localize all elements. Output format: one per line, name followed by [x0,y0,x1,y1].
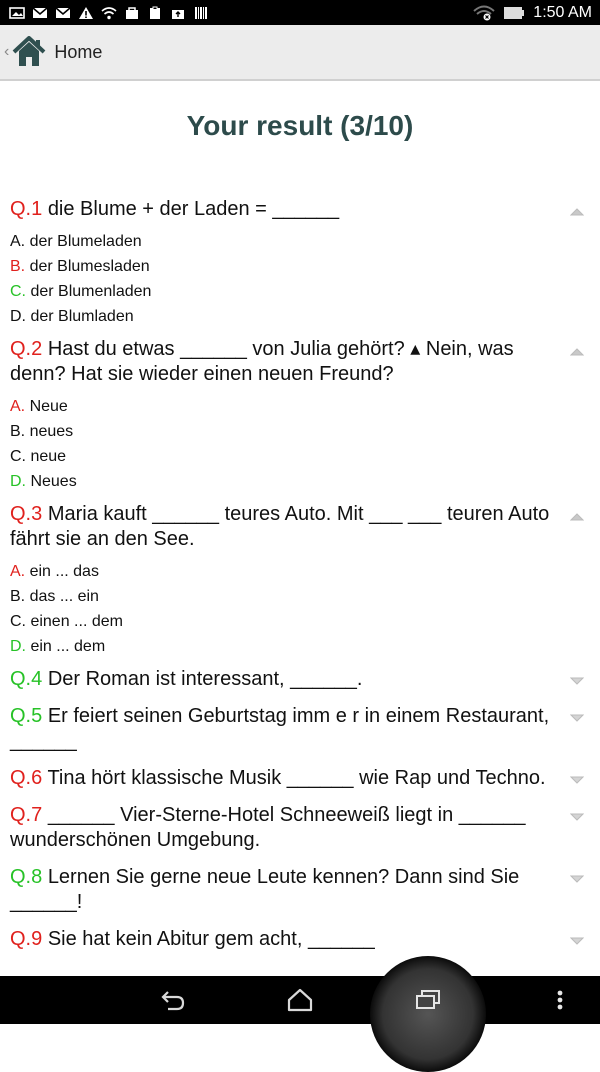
option-text: der Blumesladen [29,258,150,275]
chevron-up-icon[interactable] [570,512,584,521]
question-text[interactable] [10,197,572,222]
recents-icon [414,989,442,1011]
system-icons [473,4,600,22]
chevron-down-icon[interactable] [570,776,584,785]
answer-option [10,304,572,329]
answer-option [10,444,572,469]
answer-option [10,634,572,659]
option-letter: C. [10,613,26,630]
option-text: einen ... dem [30,613,123,630]
menu-icon [557,990,563,1010]
option-letter: A. [10,233,26,250]
question-number: Q.2 [10,338,43,360]
question-item[interactable] [0,197,600,329]
answer-option [10,254,572,279]
menu-button[interactable] [548,976,572,1024]
answer-option [10,609,572,634]
option-letter: D. [10,473,26,490]
question-body: Tina hört klassische Musik ______ wie Rap und Techno. [47,767,546,789]
question-number: Q.5 [10,705,43,727]
image-icon [9,6,25,20]
option-text: der Blumeladen [29,233,142,250]
bag-icon [124,6,140,20]
question-number: Q.1 [10,198,43,220]
option-letter: A. [10,563,26,580]
question-list [0,197,600,964]
question-body: Er feiert seinen Geburtstag imm e r in einem Restaurant, ______ [10,705,550,752]
clipboard-icon [147,6,163,20]
question-body: die Blume + der Laden = ______ [47,198,340,220]
back-button[interactable] [150,976,196,1024]
option-letter: D. [10,308,26,325]
option-letter: B. [10,423,26,440]
question-text[interactable] [10,337,572,387]
question-item[interactable] [0,502,600,659]
question-body: Der Roman ist interessant, ______. [47,668,363,690]
question-text[interactable] [10,865,572,915]
gmail-icon [55,6,71,20]
chevron-up-icon[interactable] [570,347,584,356]
question-item[interactable] [0,704,600,754]
page-title: Your result (3/10) [186,110,414,141]
chevron-down-icon[interactable] [570,714,584,723]
answer-option [10,419,572,444]
chevron-down-icon[interactable] [570,875,584,884]
chevron-down-icon[interactable] [570,813,584,822]
question-number: Q.9 [10,928,43,950]
question-number: Q.6 [10,767,43,789]
question-item[interactable] [0,337,600,494]
answer-option [10,469,572,494]
question-body: Lernen Sie gerne neue Leute kennen? Dann sind Sie ______! [10,866,520,913]
answer-options [10,394,572,494]
option-letter: C. [10,283,26,300]
answer-options [10,559,572,659]
option-text: Neues [30,473,77,490]
answer-option [10,229,572,254]
question-number: Q.8 [10,866,43,888]
question-text[interactable] [10,667,572,692]
question-body: Sie hat kein Abitur gem acht, ______ [47,928,375,950]
option-text: ein ... das [29,563,99,580]
answer-option [10,394,572,419]
question-body: Maria kauft ______ teures Auto. Mit ___ ___ teuren Auto fährt sie an den See. [10,503,550,550]
chevron-down-icon[interactable] [570,937,584,946]
option-text: neue [30,448,67,465]
question-item[interactable] [0,766,600,791]
notification-icons [0,6,209,20]
question-number: Q.3 [10,503,43,525]
clock: 1:50 AM [533,3,592,21]
answer-option [10,279,572,304]
question-number: Q.7 [10,804,43,826]
bag-upload-icon [170,6,186,20]
wifi-icon [101,6,117,20]
answer-options [10,229,572,329]
question-text[interactable] [10,927,572,952]
question-item[interactable] [0,927,600,952]
answer-option [10,584,572,609]
option-text: Neue [29,398,68,415]
home-button[interactable] [277,976,323,1024]
option-letter: B. [10,588,26,605]
status-bar [0,0,600,25]
question-text[interactable] [10,766,572,791]
question-number: Q.4 [10,668,43,690]
wifi-signal-icon [473,5,495,21]
home-nav-icon [287,988,313,1012]
navigation-bar [0,976,600,1024]
option-letter: A. [10,398,26,415]
battery-icon [503,6,525,20]
results-content[interactable] [0,81,600,976]
option-letter: C. [10,448,26,465]
question-item[interactable] [0,803,600,853]
barcode-icon [193,6,209,20]
answer-option [10,559,572,584]
question-item[interactable] [0,667,600,692]
question-text[interactable] [10,704,572,754]
question-body: ______ Vier-Sterne-Hotel Schneeweiß liegt in ______ wunderschönen Umgebung. [10,804,526,851]
option-letter: D. [10,638,26,655]
action-bar [0,25,600,81]
up-caret-icon[interactable]: ‹ [4,43,10,60]
chevron-down-icon[interactable] [570,677,584,686]
option-text: ein ... dem [30,638,106,655]
question-item[interactable] [0,865,600,915]
option-letter: B. [10,258,26,275]
recents-button[interactable] [405,976,451,1024]
chevron-up-icon[interactable] [570,207,584,216]
question-text[interactable] [10,803,572,853]
gmail-icon [32,6,48,20]
question-text[interactable] [10,502,572,552]
option-text: neues [29,423,74,440]
question-body: Hast du etwas ______ von Julia gehört? ▴ Nein, was denn? Hat sie wieder einen neuen Freund? [10,338,514,385]
option-text: das ... ein [29,588,99,605]
back-icon [160,989,186,1011]
action-bar-title[interactable]: Home [54,41,103,62]
option-text: der Blumenladen [30,283,152,300]
home-icon[interactable] [12,36,46,68]
warning-icon [78,6,94,20]
option-text: der Blumladen [30,308,134,325]
